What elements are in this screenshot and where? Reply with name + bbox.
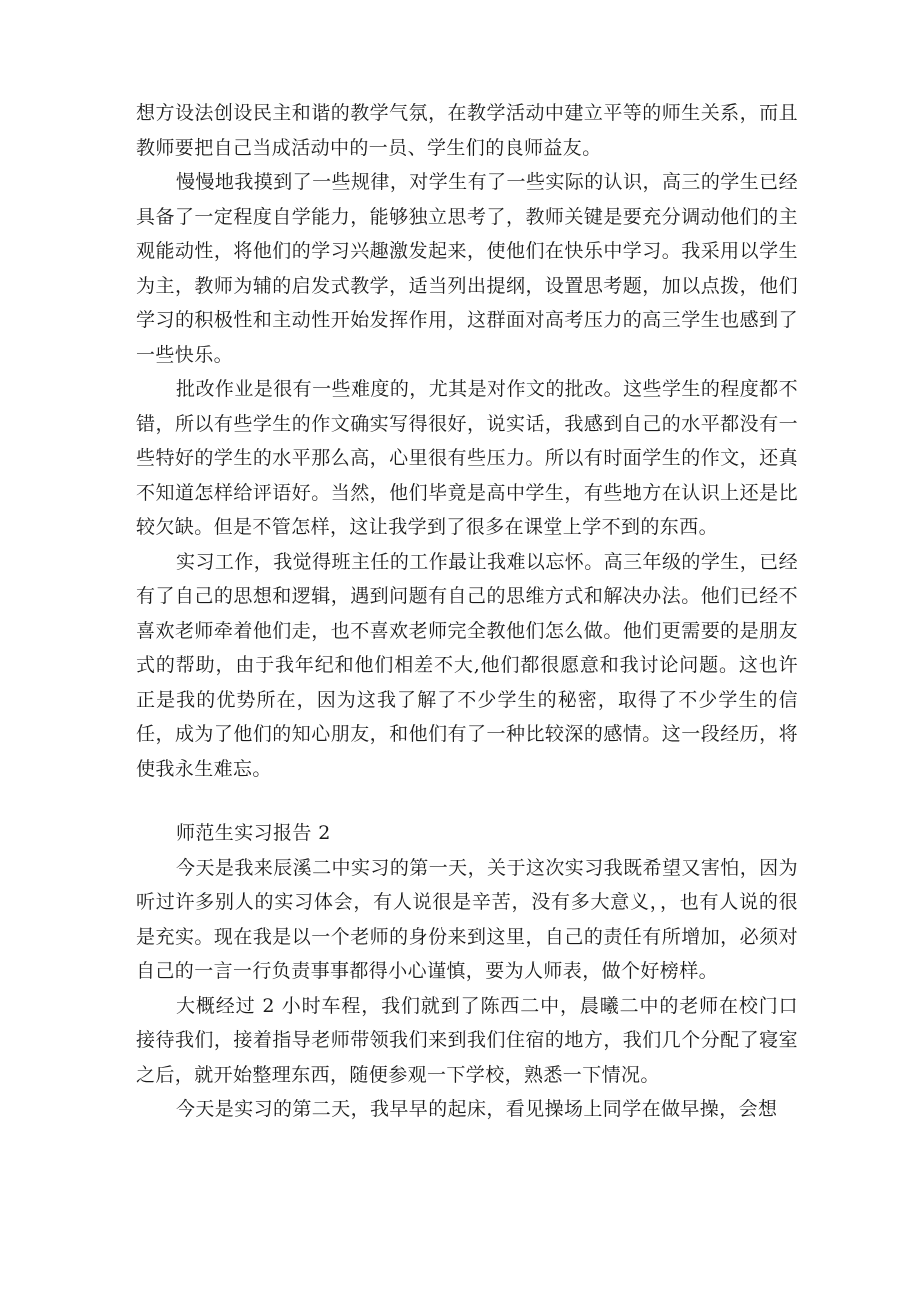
paragraph: 慢慢地我摸到了一些规律，对学生有了一些实际的认识，高三的学生已经具备了一定程度自学能力，能够独立思考了，教师关键是要充分调动他们的主观能动性，将他们的学习兴趣激发起来，使他们在快乐中学习。我采用以学生为主，教师为辅的启发式教学，适当列出提纲，设置思考题，加以点拨，他们学习的积极性和主动性开始发挥作用，这群面对高考压力的高三学生也感到了一些快乐。	[136, 171, 798, 366]
document-page	[136, 96, 798, 1127]
paragraph: 批改作业是很有一些难度的，尤其是对作文的批改。这些学生的程度都不错，所以有些学生的作文确实写得很好，说实话，我感到自己的水平都没有一些特好的学生的水平那么高，心里很有些压力。所以有时面学生的作文，还真不知道怎样给评语好。当然，他们毕竟是高中学生，有些地方在认识上还是比较欠缺。但是不管怎样，这让我学到了很多在课堂上学不到的东西。	[136, 378, 798, 538]
paragraph: 今天是我来辰溪二中实习的第一天，关于这次实习我既希望又害怕，因为听过许多别人的实习体会，有人说很是辛苦，没有多大意义，，也有人说的很是充实。现在我是以一个老师的身份来到这里，自己的责任有所增加，必须对自己的一言一行负责事事都得小心谨慎，要为人师表，做个好榜样。	[136, 856, 798, 982]
paragraph: 大概经过 2 小时车程，我们就到了陈西二中，晨曦二中的老师在校门口接待我们，接着指导老师带领我们来到我们住宿的地方，我们几个分配了寝室之后，就开始整理东西，随便参观一下学校，熟悉一下情况。	[136, 994, 798, 1086]
paragraph: 实习工作，我觉得班主任的工作最让我难以忘怀。高三年级的学生，已经有了自己的思想和逻辑，遇到问题有自己的思维方式和解决办法。他们已经不喜欢老师牵着他们走，也不喜欢老师完全教他们怎么做。他们更需要的是朋友式的帮助，由于我年纪和他们相差不大,他们都很愿意和我讨论问题。这也许正是我的优势所在，因为这我了解了不少学生的秘密，取得了不少学生的信任，成为了他们的知心朋友，和他们有了一种比较深的感情。这一段经历，将使我永生难忘。	[136, 550, 798, 780]
section-title: 师范生实习报告 2	[176, 822, 331, 844]
paragraph: 想方设法创设民主和谐的教学气氛，在教学活动中建立平等的师生关系，而且教师要把自己当成活动中的一员、学生们的良师益友。	[136, 102, 798, 159]
paragraph: 今天是实习的第二天，我早早的起床，看见操场上同学在做早操，会想	[176, 1098, 778, 1120]
